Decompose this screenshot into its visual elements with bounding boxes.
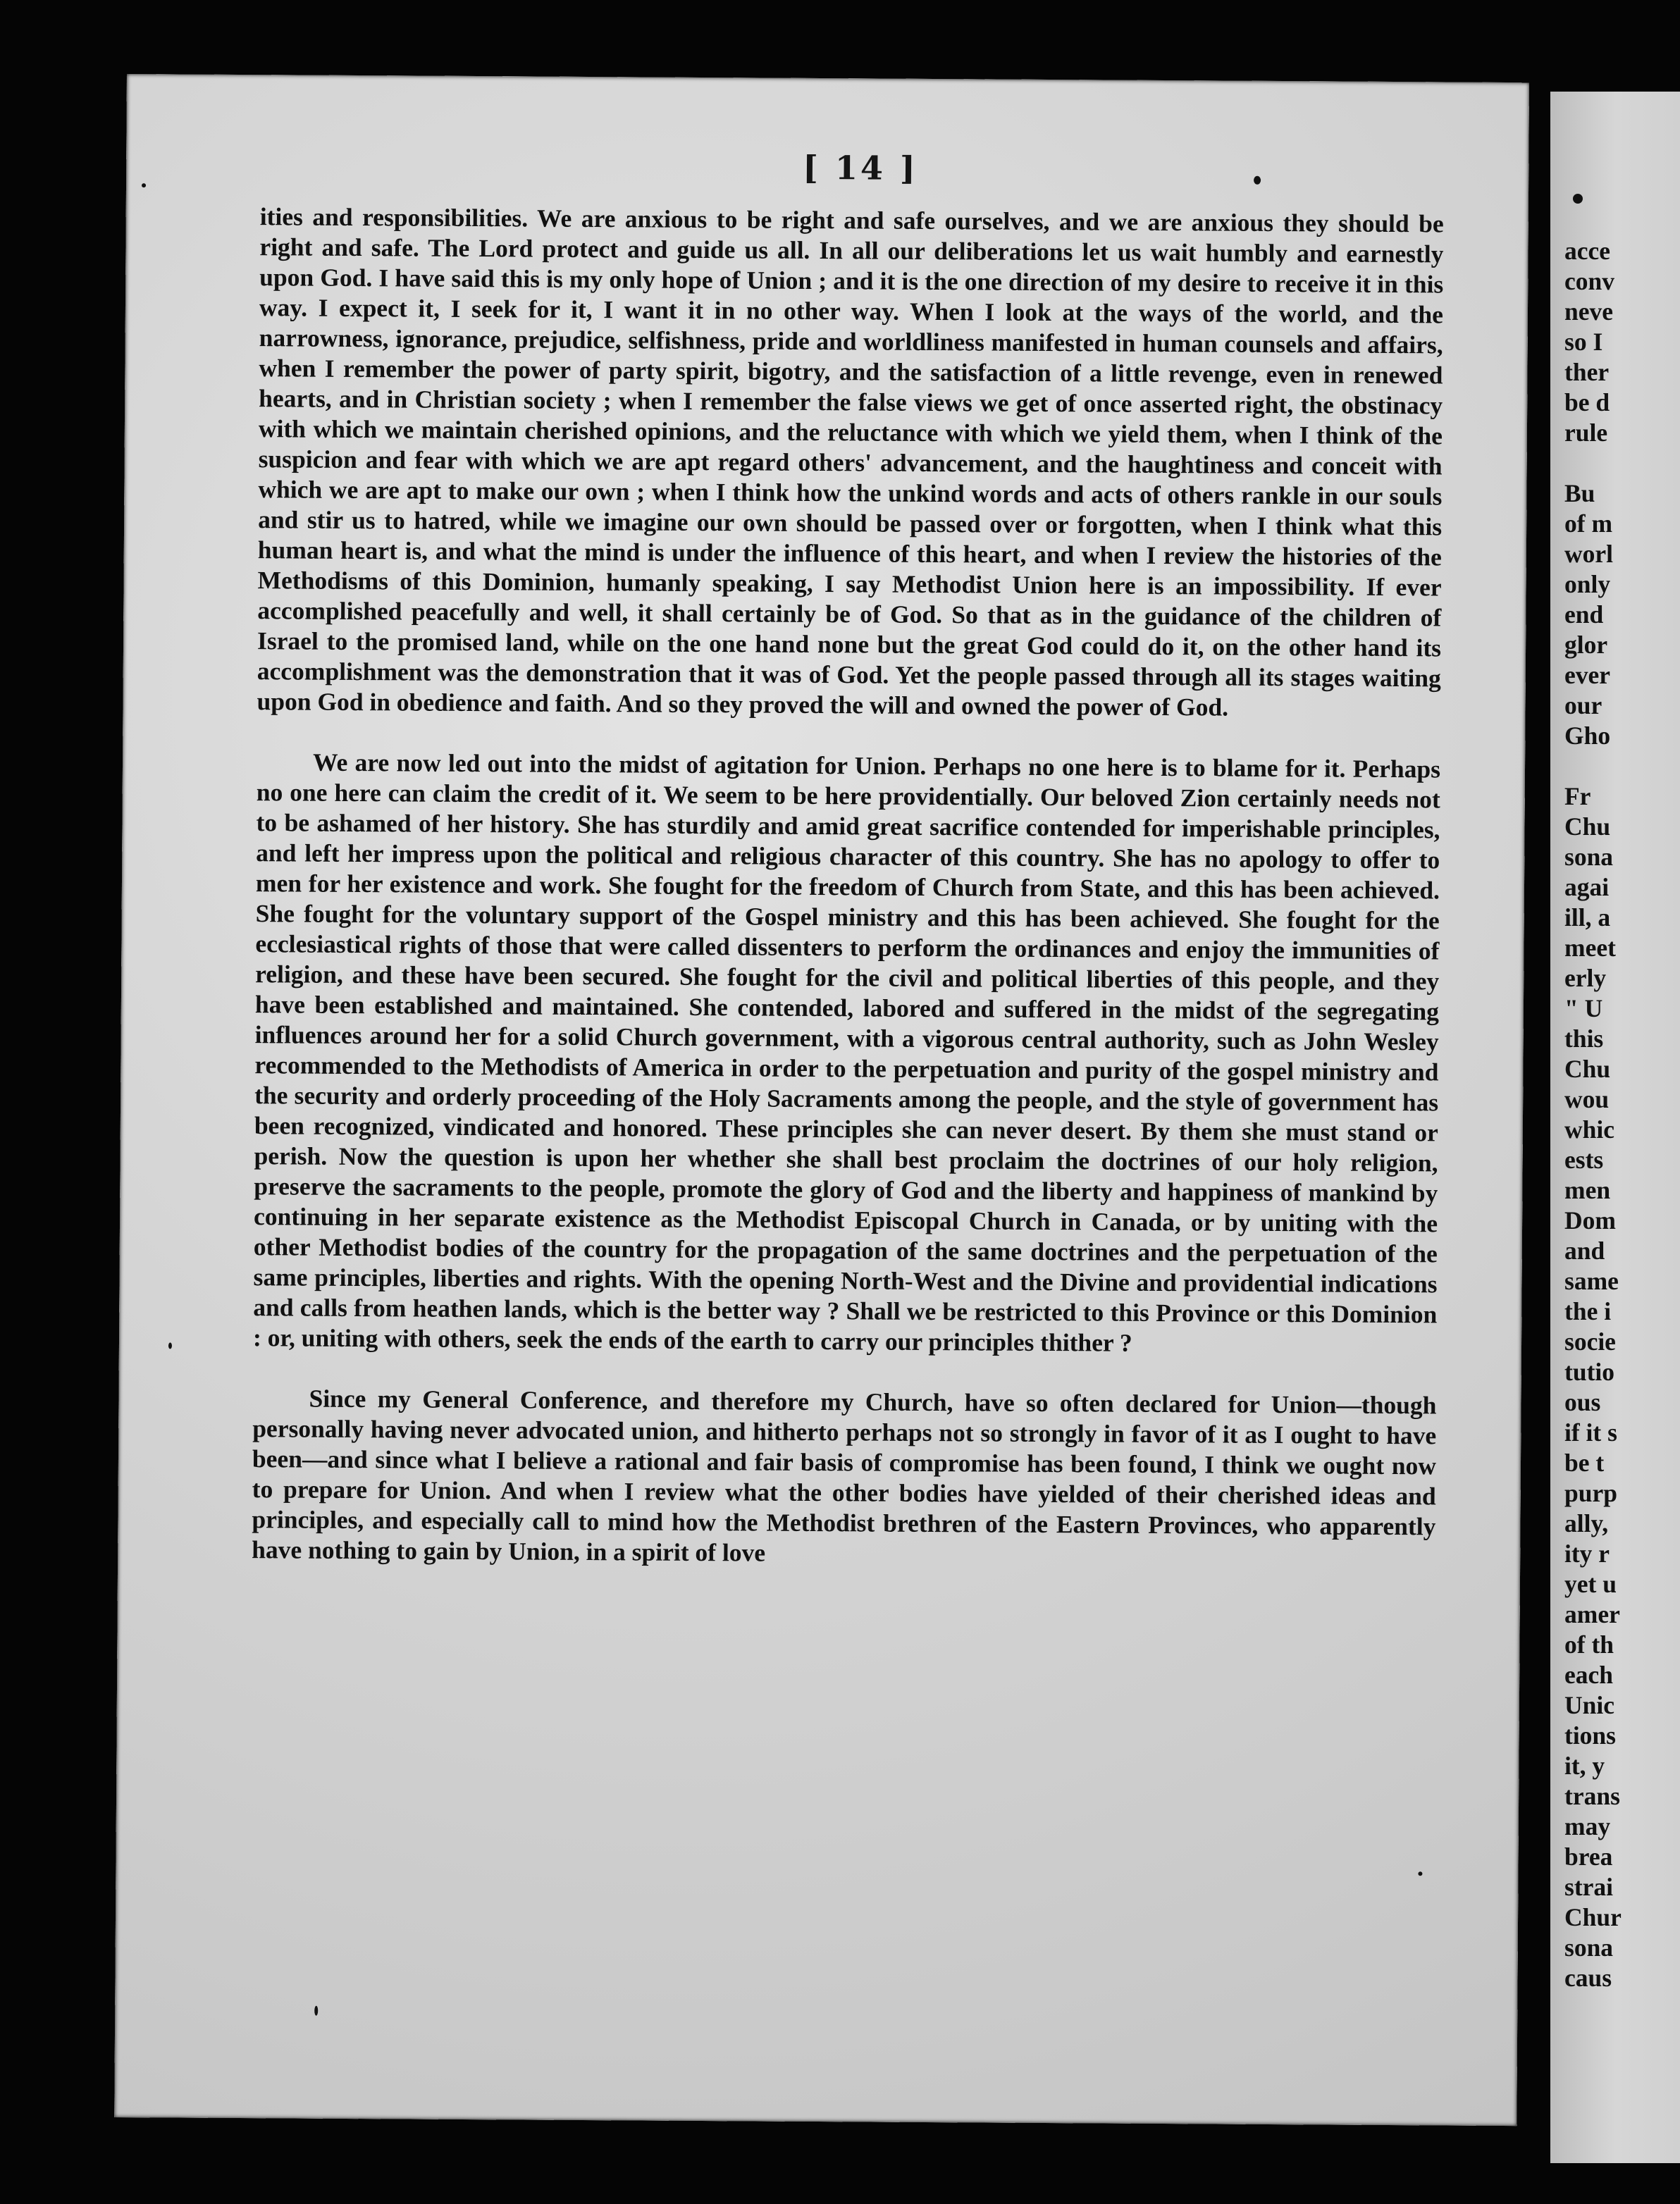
facing-page-fragment: of m <box>1564 509 1613 538</box>
book-page <box>114 74 1529 2126</box>
facing-page-fragment: Chur <box>1564 1903 1622 1931</box>
facing-page-fragment: so I <box>1564 328 1603 356</box>
facing-page-fragment: whic <box>1564 1115 1614 1144</box>
ink-speck <box>168 1342 172 1349</box>
facing-page-fragment: acce <box>1564 237 1611 265</box>
page-number: [ 14 ] <box>803 148 918 187</box>
facing-page-fragment: caus <box>1564 1964 1612 1992</box>
facing-page-fragment: it, y <box>1564 1752 1605 1780</box>
facing-page-fragment: rule <box>1564 419 1608 447</box>
facing-page-fragment: end <box>1564 600 1604 629</box>
facing-page-fragment: be d <box>1564 388 1610 416</box>
facing-page-fragment: sona <box>1564 1933 1614 1962</box>
facing-page-fragment: ther <box>1564 358 1610 386</box>
facing-page-fragment: Unic <box>1564 1691 1614 1719</box>
facing-page-fragment: and <box>1564 1237 1605 1265</box>
facing-page-fragment: brea <box>1564 1843 1613 1871</box>
facing-page-fragment: Dom <box>1564 1206 1616 1234</box>
facing-page-fragment: agai <box>1564 873 1610 901</box>
facing-page-fragment: be t <box>1564 1449 1605 1477</box>
facing-page-fragment <box>1564 448 1680 478</box>
facing-page-fragment: purp <box>1564 1479 1617 1507</box>
facing-page-fragment: men <box>1564 1176 1611 1204</box>
facing-page-fragment: wou <box>1564 1085 1610 1113</box>
facing-page-fragment: Chu <box>1564 812 1611 841</box>
facing-page-fragment: sona <box>1564 843 1614 871</box>
ink-speck <box>314 2006 318 2016</box>
facing-page-fragment: tutio <box>1564 1358 1614 1386</box>
ink-speck <box>1254 176 1261 185</box>
facing-page-fragment: amer <box>1564 1600 1620 1628</box>
facing-page-fragment: glor <box>1564 631 1608 659</box>
facing-page-fragment: strai <box>1564 1873 1614 1901</box>
ink-speck <box>1418 1871 1422 1876</box>
facing-page-fragment: the i <box>1564 1297 1612 1325</box>
facing-page-fragment: tions <box>1564 1721 1616 1750</box>
facing-page-fragment: " U <box>1564 994 1603 1022</box>
facing-page-fragment: Chu <box>1564 1055 1611 1083</box>
facing-page-fragment: same <box>1564 1267 1619 1295</box>
facing-page-fragment: of th <box>1564 1630 1614 1659</box>
page-body <box>252 202 1444 1572</box>
facing-page-fragment <box>1564 751 1680 781</box>
facing-page-edge <box>1550 92 1680 2163</box>
facing-page-text <box>1564 236 1680 1993</box>
ink-speck <box>142 183 146 187</box>
facing-page-fragment: trans <box>1564 1782 1620 1810</box>
facing-page-fragment: each <box>1564 1661 1614 1689</box>
facing-page-fragment: if it s <box>1564 1418 1617 1447</box>
facing-page-fragment: Fr <box>1564 782 1591 810</box>
facing-page-fragment: yet u <box>1564 1570 1617 1598</box>
facing-page-fragment: ally, <box>1564 1509 1609 1537</box>
facing-page-fragment: Bu <box>1564 479 1595 507</box>
facing-page-fragment: worl <box>1564 540 1614 568</box>
paragraph-2: We are now led out into the midst of agitation for Union. Perhaps no one here is to blame for it. Perhaps no one here can claim the credit of it. We seem to be here providentially. Our beloved Zion certainly needs not to be ashamed of her history. She has sturdily and amid great sacrifice contended for imperishable principles, and left her impress upon the political and religious character of this country. She has no apology to offer to men for her existence and work. She fought for the freedom of Church from State, and this has been achieved. She fought for the voluntary support of the Gospel ministry and this has been achieved. She fought for the ecclesiastical rights of those that were called dissenters to perform the ordinances and enjoy the immunities of religion, and these have been secured. She fought for the civil and political liberties of this people, and they have been established and maintained. She contended, labored and suffered in the midst of the segregating influences around her for a solid Church government, with a vigorous central authority, such as John Wesley recommended to the Methodists of America in order to the perpetuation and purity of the gospel ministry and the security and orderly proceeding of the Holy Sacraments among the people, and the style of government has been recognized, vindicated and honored. These principles she can never desert. By them she must stand or perish. Now the question is upon her whether she shall best proclaim the doctrines of our holy religion, preserve the sacraments to the people, promote the glory of God and the liberty and happiness of mankind by continuing in her separate existence as the Methodist Episcopal Church in Canada, or by uniting with the other Methodist bodies of the country for the propagation of the same doctrines and the perpetuation of the same principles, liberties and rights. With the opening North-West and the Divine and providential indications and calls from heathen lands, which is the better way ? Shall we be restricted to this Province or this Dominion : or, uniting with others, seek the ends of the earth to carry our principles thither ? <box>252 748 1441 1357</box>
facing-page-fragment: ill, a <box>1564 903 1611 931</box>
facing-page-fragment: ests <box>1564 1146 1604 1174</box>
facing-page-fragment: conv <box>1564 267 1614 295</box>
paragraph-1: ities and responsibilities. We are anxious to be right and safe ourselves, and we are anxious they should be right and safe. The Lord protect and guide us all. In all our deliberations let us wait humbly and earnestly upon God. I have said this is my only hope of Union ; and it is the one direction of my desire to receive it in this way. I expect it, I seek for it, I want it in no other way. When I look at the ways of the world, and the narrowness, ignorance, prejudice, selfishness, pride and worldliness manifested in human counsels and affairs, when I remember the power of party spirit, bigotry, and the satisfaction of a little revenge, even in renewed hearts, and in Christian society ; when I remember the false views we get of once asserted right, the obstinacy with which we maintain cherished opinions, and the reluctance with which we yield them, when I think of the suspicion and fear with which we are apt regard others' advancement, and the haughtiness and conceit with which we are apt to make our own ; when I think how the unkind words and acts of others rankle in our souls and stir us to hatred, while we imagine our own should be passed over or forgotten, when I think what this human heart is, and what the mind is under the influence of this heart, and when I review the histories of the Methodisms of this Dominion, humanly speaking, I say Methodist Union here is an impossibility. If ever accomplished peacefully and well, it shall certainly be of God. So that as in the guidance of the children of Israel to the promised land, while on the one hand none but the great God could do it, on the other hand its accomplishment was the demonstration that it was of God. Yet the people passed through all its stages waiting upon God in obedience and faith. And so they proved the will and owned the power of God. <box>257 202 1444 722</box>
facing-page-fragment: ity r <box>1564 1540 1610 1568</box>
facing-page-fragment: ous <box>1564 1388 1601 1416</box>
ink-speck <box>1573 194 1583 204</box>
facing-page-fragment: ever <box>1564 661 1611 689</box>
facing-page-fragment: Gho <box>1564 722 1611 750</box>
facing-page-fragment: meet <box>1564 934 1616 962</box>
facing-page-fragment: our <box>1564 691 1602 719</box>
facing-page-fragment: this <box>1564 1024 1604 1053</box>
facing-page-fragment: only <box>1564 570 1611 598</box>
paragraph-3: Since my General Conference, and therefore my Church, have so often declared for Union—though personally having never advocated union, and hitherto perhaps not so strongly in favor of it as I ought to have been—and since what I believe a rational and fair basis of compromise has been found, I think we ought now to prepare for Union. And when I review what the other bodies have yielded of their cherished ideas and principles, and especially call to mind how the Methodist brethren of the Eastern Provinces, who apparently have nothing to gain by Union, in a spirit of love <box>252 1384 1437 1567</box>
facing-page-fragment: neve <box>1564 297 1614 326</box>
facing-page-fragment: socie <box>1564 1327 1616 1356</box>
facing-page-fragment: may <box>1564 1812 1611 1840</box>
facing-page-fragment: erly <box>1564 964 1607 992</box>
